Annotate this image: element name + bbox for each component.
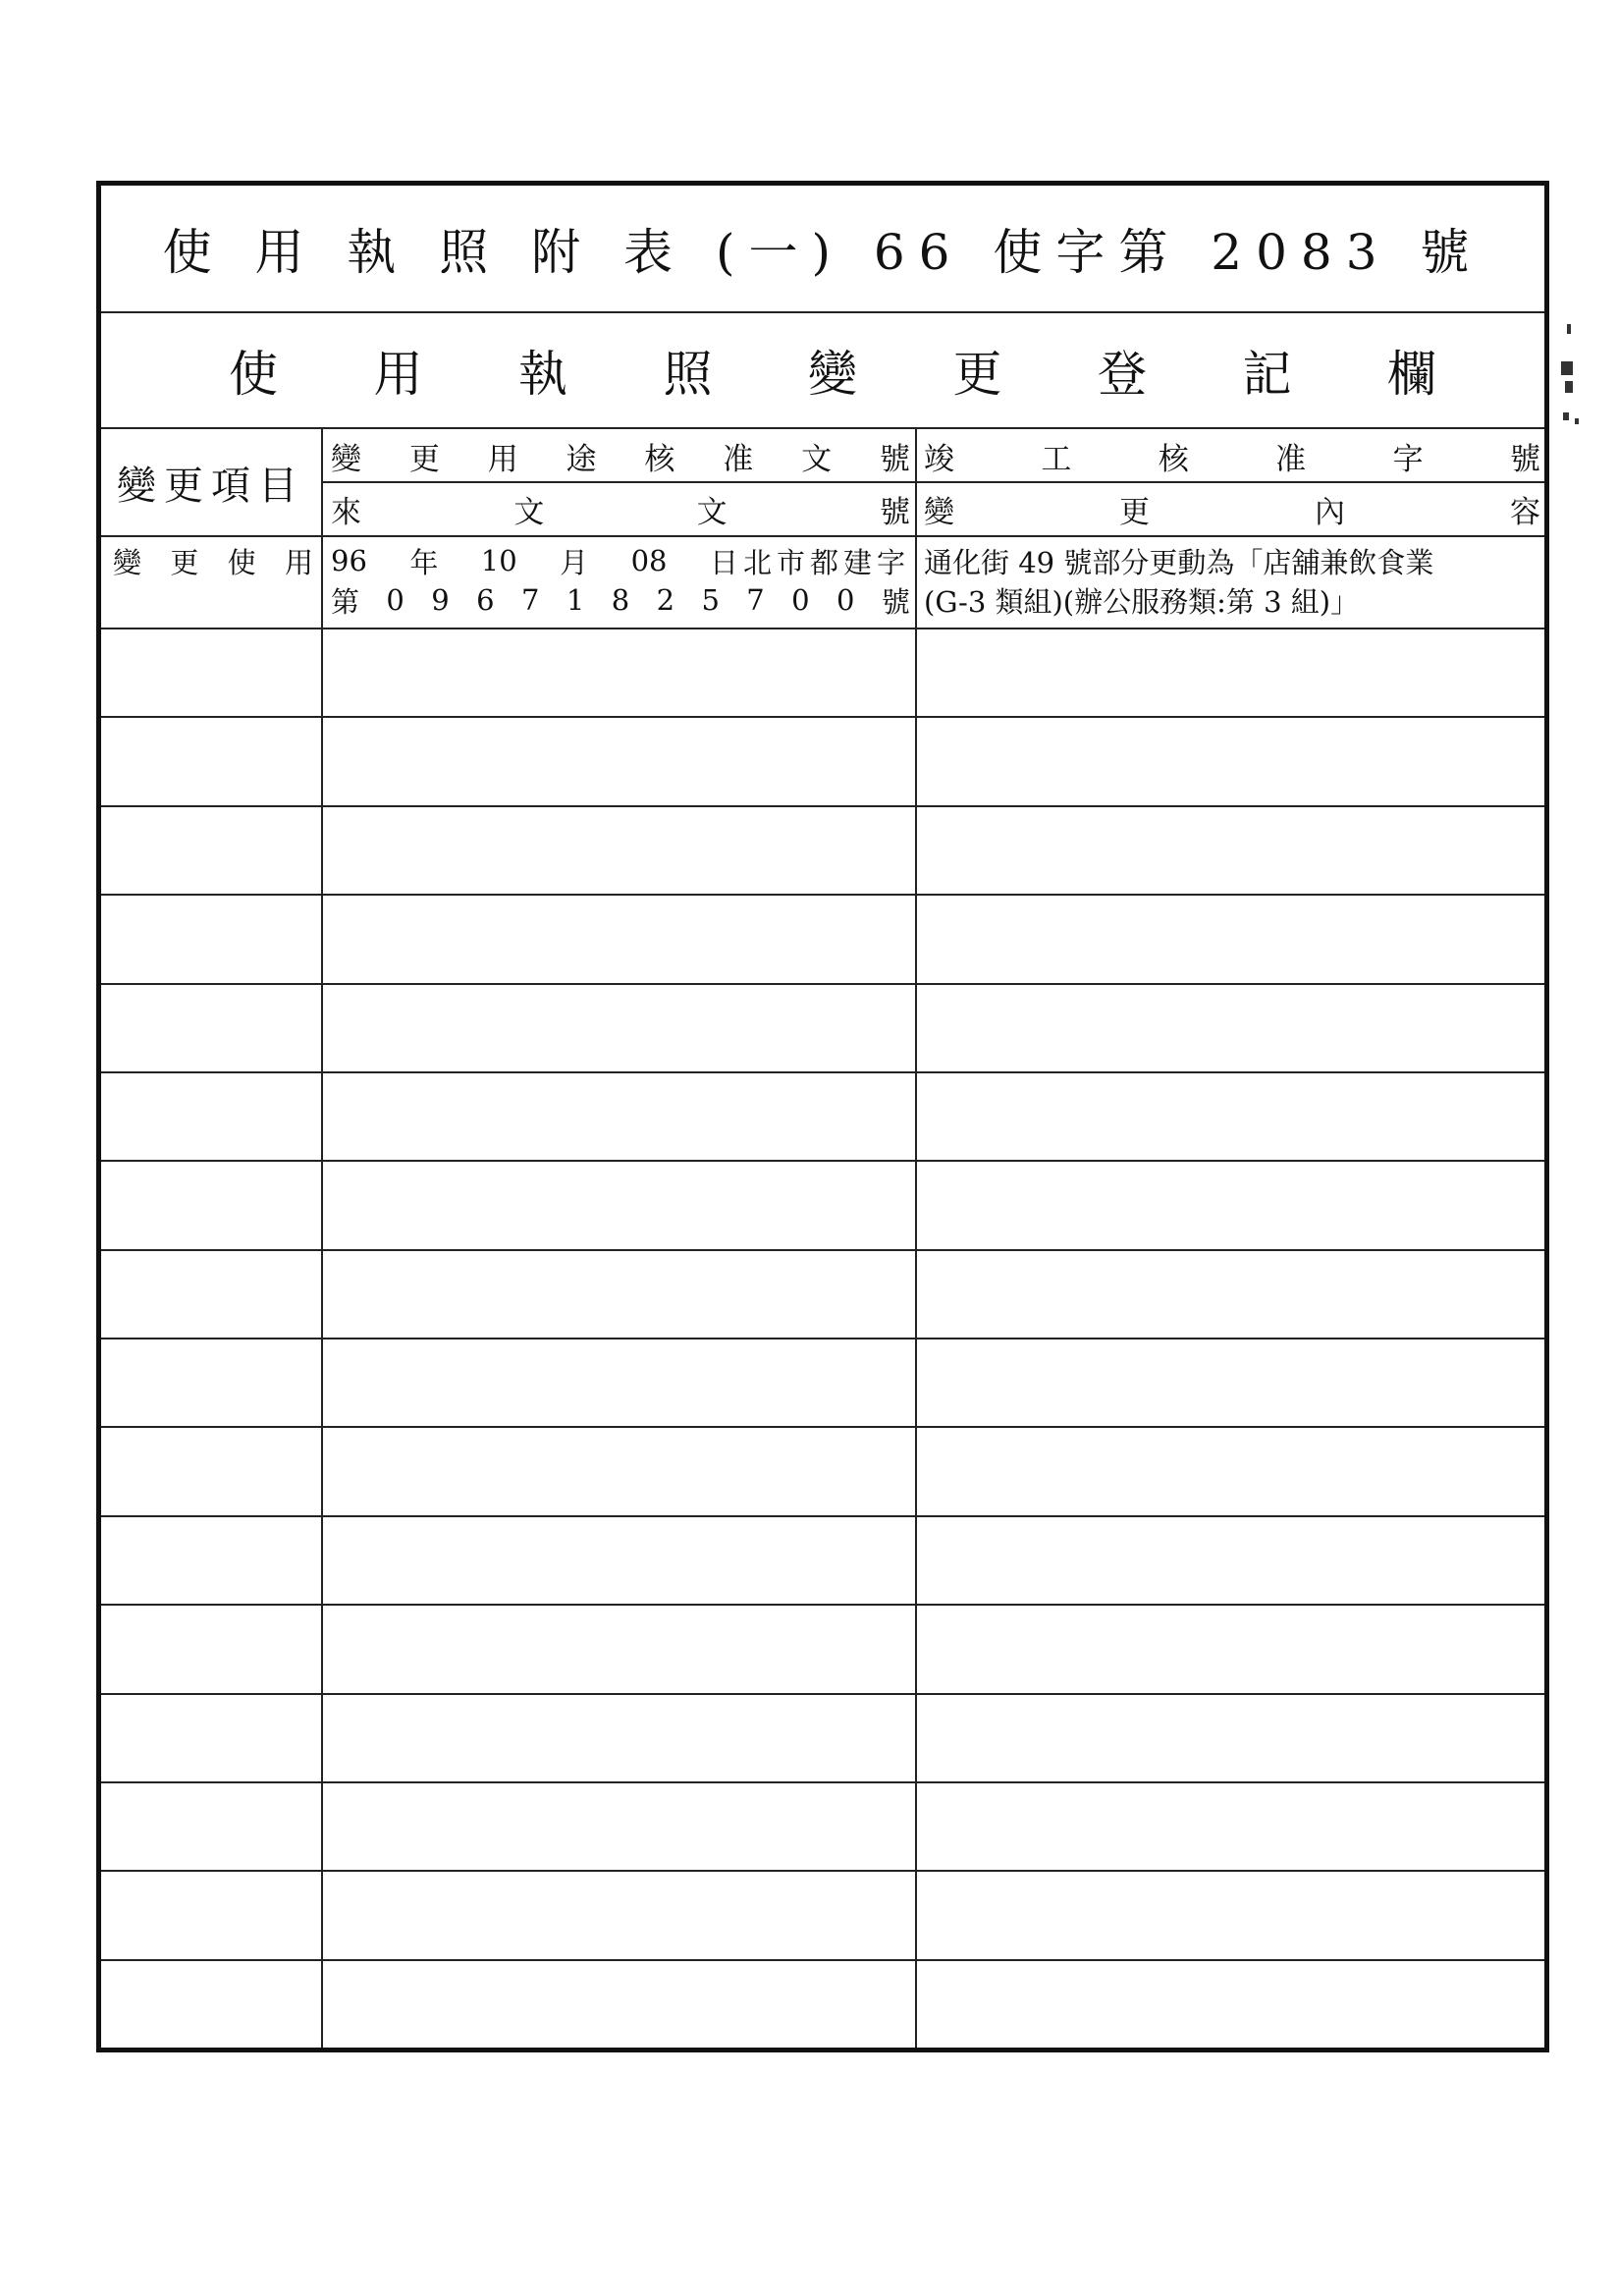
row-doc-token: 日北市都建字 (709, 545, 910, 579)
row-doc-number (331, 541, 910, 624)
column-divider (915, 429, 917, 2048)
header-char: 變 (924, 494, 954, 530)
row-item-char: 更 (170, 545, 199, 579)
row-doc-token: 08 (630, 544, 668, 577)
row-divider (101, 1604, 1544, 1606)
section-title-char: 用 (373, 346, 423, 403)
scan-mark (1567, 324, 1571, 334)
row-doc-token: 10 (480, 544, 517, 577)
license-annex-sheet (96, 181, 1549, 2052)
row-item-char: 用 (284, 545, 313, 579)
header-char: 准 (723, 441, 754, 477)
header-char: 文 (801, 441, 833, 477)
row-doc-token: 5 (701, 583, 720, 617)
header-char: 號 (879, 494, 910, 530)
row-doc-token: 0 (386, 583, 404, 617)
row-change-item (113, 541, 313, 580)
row-doc-token: 1 (566, 583, 585, 617)
row-divider (101, 716, 1544, 718)
row-divider (101, 628, 1544, 629)
header-approval-doc (331, 431, 910, 480)
section-title-char: 執 (518, 346, 567, 403)
row-divider (101, 1160, 1544, 1162)
header-char: 容 (1510, 494, 1540, 530)
header-incoming-doc (331, 484, 910, 533)
row-divider (101, 1781, 1544, 1783)
header-change-item: 變更項目 (117, 463, 305, 509)
row-divider (101, 894, 1544, 896)
row-doc-line-1 (331, 541, 910, 580)
header-char: 變 (331, 441, 361, 477)
scan-mark (1575, 418, 1579, 424)
row-doc-token: 號 (881, 584, 910, 619)
header-char: 號 (1509, 441, 1540, 477)
section-title-char: 使 (229, 346, 278, 403)
row-doc-token: 0 (791, 583, 810, 617)
header-char: 准 (1275, 441, 1307, 477)
header-char: 用 (487, 441, 518, 477)
row-divider (101, 1071, 1544, 1073)
divider (323, 481, 1544, 483)
header-char: 文 (696, 494, 728, 530)
row-content-line-1: 通化街 49 號部分更動為「店舖兼飲食業 (924, 545, 1434, 579)
row-divider (101, 1426, 1544, 1428)
row-item-char: 變 (113, 545, 142, 579)
row-content-line-2: (G-3 類組)(辦公服務類:第 3 組)」 (924, 584, 1360, 619)
row-doc-token: 第 (331, 584, 360, 619)
row-doc-line-2 (331, 580, 910, 620)
row-doc-token: 2 (656, 583, 675, 617)
section-title-char: 更 (952, 346, 1002, 403)
section-title-char: 欄 (1387, 346, 1436, 403)
row-divider (101, 1515, 1544, 1517)
row-doc-token: 年 (409, 545, 439, 579)
header-completion-doc (924, 431, 1540, 480)
row-item-char: 使 (227, 545, 256, 579)
header-char: 更 (1119, 494, 1150, 530)
row-divider (101, 1693, 1544, 1695)
header-change-content (924, 484, 1540, 533)
scan-mark (1565, 381, 1573, 393)
row-doc-token: 96 (331, 544, 367, 577)
row-doc-token: 9 (431, 583, 450, 617)
binding-stamp-marks (1559, 324, 1583, 452)
header-char: 號 (879, 441, 910, 477)
row-divider (101, 1338, 1544, 1339)
header-char: 核 (644, 441, 675, 477)
page-title: 使 用 執 照 附 表 (一) 66 使字第 2083 號 (162, 224, 1483, 281)
header-char: 更 (408, 441, 440, 477)
row-doc-token: 6 (476, 583, 495, 617)
row-divider (101, 1870, 1544, 1872)
row-divider (101, 1959, 1544, 1961)
divider (101, 535, 1544, 537)
row-change-content (924, 541, 1544, 624)
row-doc-token: 7 (746, 583, 765, 617)
row-divider (101, 805, 1544, 807)
row-divider (101, 1249, 1544, 1251)
row-divider (101, 983, 1544, 985)
header-char: 工 (1041, 441, 1072, 477)
row-doc-token: 0 (836, 583, 855, 617)
header-char: 竣 (924, 441, 954, 477)
scan-mark (1563, 412, 1569, 420)
header-char: 核 (1158, 441, 1189, 477)
section-title-char: 記 (1242, 346, 1292, 403)
header-char: 內 (1315, 494, 1345, 530)
header-char: 字 (1392, 441, 1424, 477)
column-divider (321, 429, 323, 2048)
row-doc-token: 7 (521, 583, 540, 617)
header-char: 來 (331, 494, 361, 530)
section-title-char: 照 (663, 346, 713, 403)
section-title-char: 變 (808, 346, 857, 403)
row-doc-token: 8 (611, 583, 630, 617)
header-char: 途 (566, 441, 597, 477)
header-char: 文 (513, 494, 545, 530)
section-title (101, 313, 1544, 427)
row-doc-token: 月 (560, 545, 589, 579)
section-title-char: 登 (1098, 346, 1147, 403)
scan-mark (1561, 361, 1573, 375)
